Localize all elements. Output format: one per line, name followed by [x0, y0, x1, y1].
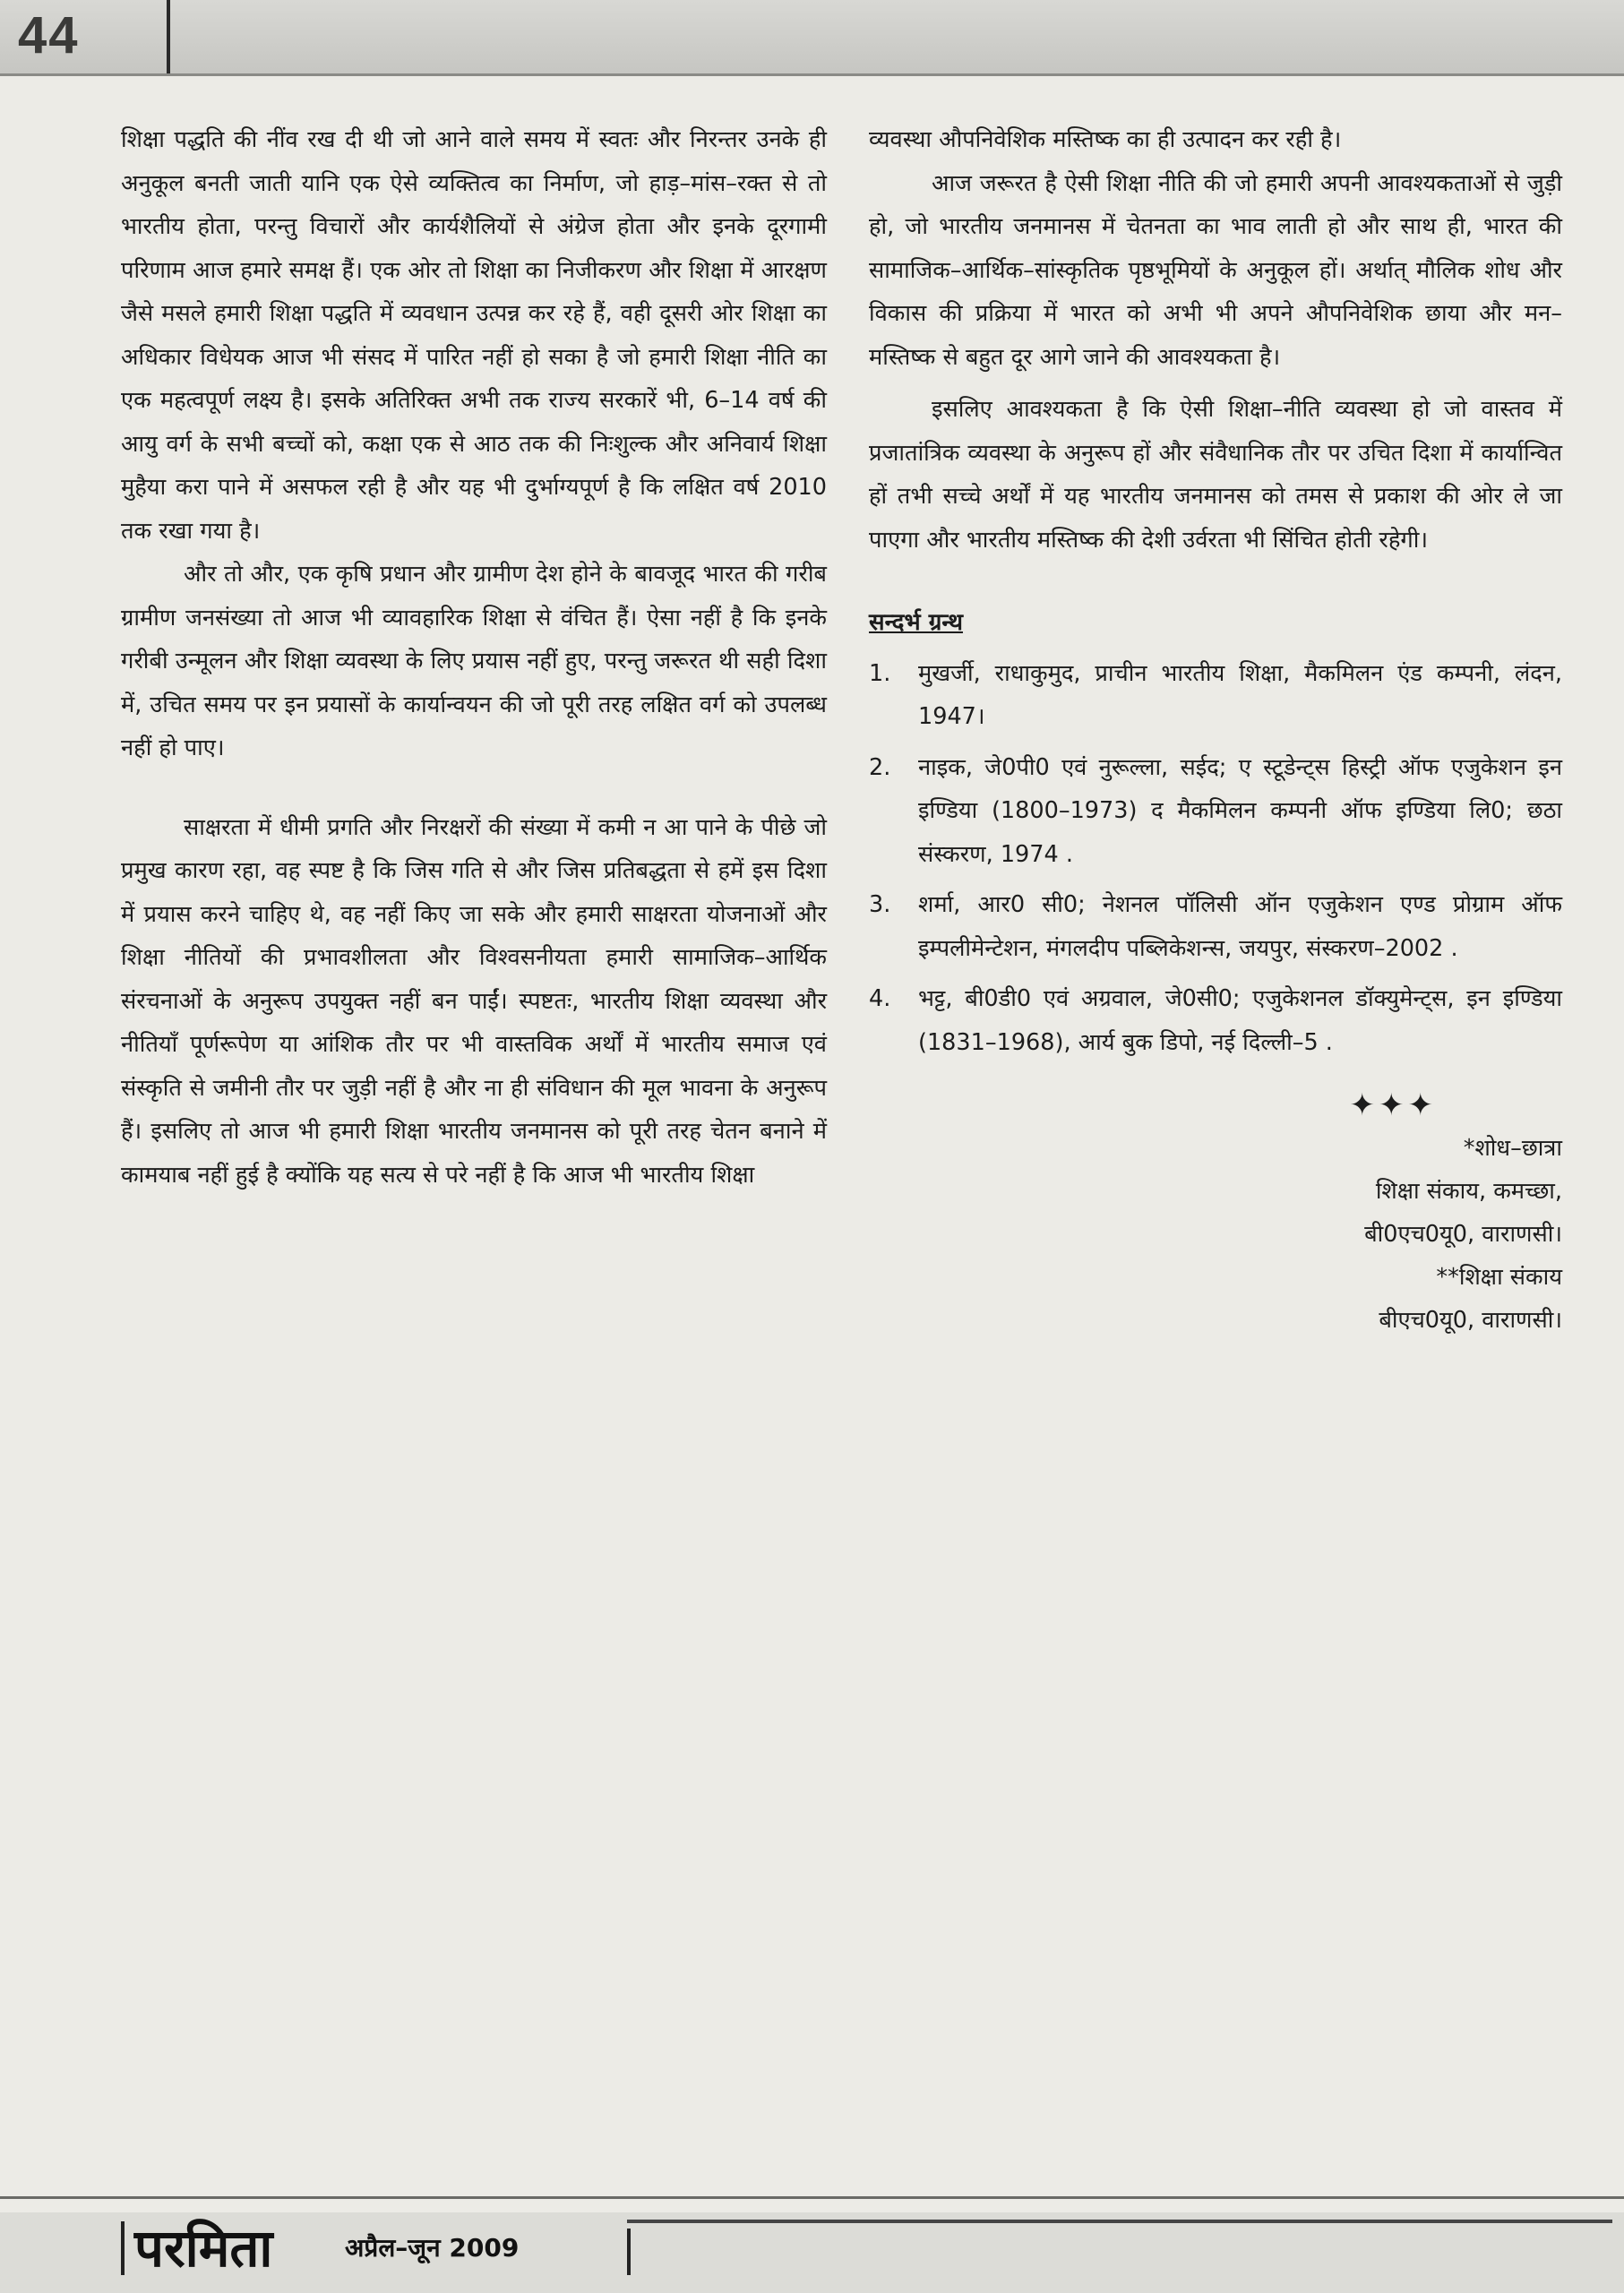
- reference-text: मुखर्जी, राधाकुमुद, प्राचीन भारतीय शिक्षा, मैकमिलन एंड कम्पनी, लंदन, 1947।: [918, 659, 1562, 730]
- reference-number: 1.: [869, 659, 891, 687]
- references-list: [869, 652, 1562, 1065]
- body-paragraph: और तो और, एक कृषि प्रधान और ग्रामीण देश होने के बावजूद भारत की गरीब ग्रामीण जनसंख्या तो आज भी व्यावहारिक शिक्षा से वंचित हैं। ऐसा नहीं है कि इनके गरीबी उन्मूलन और शिक्षा व्यवस्था के लिए प्रयास नहीं हुए, परन्तु जरूरत थी सही दिशा में, उचित समय पर इन प्रयासों के कार्यान्वयन की जो पूरी तरह लक्षित वर्ग को उपलब्ध नहीं हो पाए।: [121, 561, 827, 761]
- body-paragraph: व्यवस्था औपनिवेशिक मस्तिष्क का ही उत्पादन कर रही है।: [869, 126, 1342, 153]
- footer-rule: [627, 2220, 1612, 2223]
- header-divider: [167, 0, 170, 73]
- issue-date: अप्रैल–जून 2009: [345, 2233, 520, 2263]
- affiliation-line: शिक्षा संकाय, कमच्छा,: [1375, 1178, 1562, 1205]
- page-number: 44: [18, 6, 80, 64]
- body-paragraph: शिक्षा पद्धति की नींव रख दी थी जो आने वाले समय में स्वतः और निरन्तर उनके ही अनुकूल बनती जाती यानि एक ऐसे व्यक्तित्व का निर्माण, जो हाड़–मांस–रक्त से तो भारतीय होता, परन्तु विचारों और कार्यशैलियों से अंग्रेज होता और इनके दूरगामी परिणाम आज हमारे समक्ष हैं। एक ओर तो शिक्षा का निजीकरण और शिक्षा में आरक्षण जैसे मसले हमारी शिक्षा पद्धति में व्यवधान उत्पन्न कर रहे हैं, वही दूसरी ओर शिक्षा का अधिकार विधेयक आज भी संसद में पारित नहीं हो सका है जो हमारी शिक्षा नीति का एक महत्वपूर्ण लक्ष्य है। इसके अतिरिक्त अभी तक राज्य सरकारें भी, 6–14 वर्ष की आयु वर्ग के सभी बच्चों को, कक्षा एक से आठ तक की निःशुल्क और अनिवार्य शिक्षा मुहैया करा पाने में असफल रही है और यह भी दुर्भाग्यपूर्ण है कि लक्षित वर्ष 2010 तक रखा गया है।: [121, 126, 827, 545]
- left-column: [121, 118, 827, 1197]
- footer-divider: [627, 2229, 631, 2275]
- affiliation-line: बीएच0यू0, वाराणसी।: [1379, 1307, 1562, 1334]
- reference-text: शर्मा, आर0 सी0; नेशनल पॉलिसी ऑन एजुकेशन एण्ड प्रोग्राम ऑफ इम्पलीमेन्टेशन, मंगलदीप पब्लिकेशन्स, जयपुर, संस्करण–2002 .: [918, 891, 1562, 962]
- footer-divider: [121, 2221, 125, 2275]
- reference-text: भट्ट, बी0डी0 एवं अग्रवाल, जे0सी0; एजुकेशनल डॉक्युमेन्ट्स, इन इण्डिया (1831–1968), आर्य बुक डिपो, नई दिल्ली–5 .: [918, 985, 1562, 1056]
- reference-item: [869, 883, 1562, 970]
- page-header-bar: [0, 0, 1624, 76]
- affiliation-line: *शोध–छात्रा: [1463, 1135, 1562, 1162]
- references-heading: सन्दर्भ ग्रन्थ: [869, 609, 963, 636]
- affiliation-line: **शिक्षा संकाय: [1436, 1264, 1562, 1291]
- right-column: [869, 118, 1562, 1342]
- affiliation-line: बी0एच0यू0, वाराणसी।: [1364, 1221, 1562, 1248]
- reference-item: [869, 652, 1562, 739]
- footer-top-rule: [0, 2196, 1624, 2199]
- magazine-title: परमिता: [134, 2218, 273, 2279]
- body-paragraph: साक्षरता में धीमी प्रगति और निरक्षरों की संख्या में कमी न आ पाने के पीछे जो प्रमुख कारण रहा, वह स्पष्ट है कि जिस गति से और जिस प्रतिबद्धता से हमें इस दिशा में प्रयास करने चाहिए थे, वह नहीं किए जा सके और हमारी साक्षरता योजनाओं और शिक्षा नीतियों की प्रभावशीलता और विश्वसनीयता हमारी सामाजिक–आर्थिक संरचनाओं के अनुरूप उपयुक्त नहीं बन पाईं। स्पष्टतः, भारतीय शिक्षा व्यवस्था और नीतियाँ पूर्णरूपेण या आंशिक तौर पर भी वास्तविक अर्थों में भारतीय समाज एवं संस्कृति से जमीनी तौर पर जुड़ी नहीं है और ना ही संविधान की मूल भावना के अनुरूप हैं। इसलिए तो आज भी हमारी शिक्षा भारतीय जनमानस को पूरी तरह चेतन बनाने में कामयाब नहीं हुई है क्योंकि यह सत्य से परे नहीं है कि आज भी भारतीय शिक्षा: [121, 813, 827, 1189]
- reference-item: [869, 977, 1562, 1064]
- reference-text: नाइक, जे0पी0 एवं नुरूल्ला, सईद; ए स्टूडेन्ट्स हिस्ट्री ऑफ एजुकेशन इन इण्डिया (1800–1973) द मैकमिलन कम्पनी ऑफ इण्डिया लि0; छठा संस्करण, 1974 .: [918, 753, 1562, 868]
- reference-number: 2.: [869, 753, 891, 781]
- reference-number: 4.: [869, 985, 891, 1012]
- body-paragraph: इसलिए आवश्यकता है कि ऐसी शिक्षा–नीति व्यवस्था हो जो वास्तव में प्रजातांत्रिक व्यवस्था के अनुरूप हों और संवैधानिक तौर पर उचित दिशा में कार्यान्वित हों तभी सच्चे अर्थों में यह भारतीय जनमानस को तमस से प्रकाश की ओर ले जा पाएगा और भारतीय मस्तिष्क की देशी उर्वरता भी सिंचित होती रहेगी।: [869, 396, 1562, 554]
- reference-item: [869, 746, 1562, 877]
- reference-number: 3.: [869, 891, 891, 918]
- section-ornament: ✦✦✦: [1349, 1087, 1437, 1123]
- author-affiliations: [869, 1127, 1562, 1342]
- body-paragraph: आज जरूरत है ऐसी शिक्षा नीति की जो हमारी अपनी आवश्यकताओं से जुड़ी हो, जो भारतीय जनमानस में चेतनता का भाव लाती हो और साथ ही, भारत की सामाजिक–आर्थिक–सांस्कृतिक पृष्ठभूमियों के अनुकूल हों। अर्थात् मौलिक शोध और विकास की प्रक्रिया में भारत को अभी भी अपने औपनिवेशिक छाया और मन–मस्तिष्क से बहुत दूर आगे जाने की आवश्यकता है।: [869, 169, 1562, 371]
